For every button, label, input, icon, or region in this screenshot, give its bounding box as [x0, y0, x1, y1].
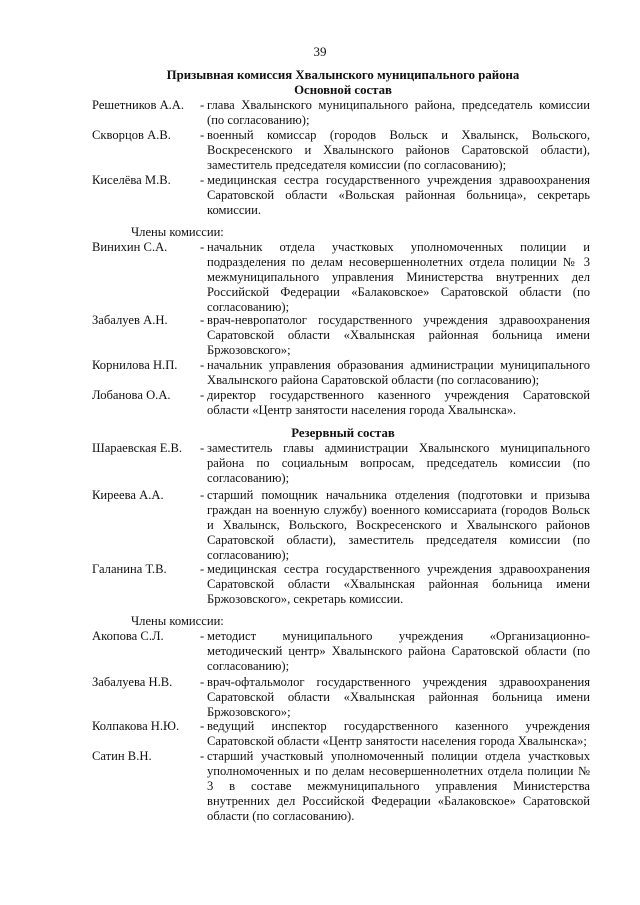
member-name: Забалуева Н.В.: [92, 675, 173, 689]
member-name: Забалуев А.Н.: [92, 313, 168, 327]
dash: -: [200, 441, 205, 455]
members-label: Члены комиссии:: [131, 614, 224, 628]
dash: -: [200, 358, 205, 372]
member-position: ведущий инспектор государственного казенного учреждения Саратовской области «Центр занятости населения города Хвалынска»;: [207, 719, 590, 748]
member-position: глава Хвалынского муниципального района, председатель комиссии (по согласованию);: [207, 98, 590, 127]
dash: -: [200, 388, 205, 402]
member-name: Акопова С.Л.: [92, 629, 164, 643]
dash: -: [200, 562, 205, 576]
dash: -: [200, 629, 205, 643]
member-name: Винихин С.А.: [92, 240, 168, 254]
member-position: начальник отдела участковых уполномоченных полиции и подразделения по делам несовершеннолетних отдела полиции № 3 межмуниципального управления Министерства внутренних дел Российской Федерации «Балаковское» Саратовской области (по согласованию);: [207, 240, 590, 314]
member-name: Сатин В.Н.: [92, 749, 152, 763]
dash: -: [200, 719, 205, 733]
members-label: Члены комиссии:: [131, 225, 224, 239]
dash: -: [200, 240, 205, 254]
member-name: Шараевская Е.В.: [92, 441, 183, 455]
member-name: Галанина Т.В.: [92, 562, 167, 576]
member-position: методист муниципального учреждения «Организационно-методический центр» Хвалынского района Саратовской области (по согласованию);: [207, 629, 590, 673]
member-position: начальник управления образования администрации муниципального Хвалынского района Саратовской области (по согласованию);: [207, 358, 590, 387]
dash: -: [200, 488, 205, 502]
member-position: директор государственного казенного учреждения Саратовской области «Центр занятости населения города Хвалынска».: [207, 388, 590, 417]
member-name: Лобанова О.А.: [92, 388, 171, 402]
member-name: Скворцов А.В.: [92, 128, 171, 142]
member-name: Киселёва М.В.: [92, 173, 171, 187]
member-position: старший участковый уполномоченный полиции отдела участковых уполномоченных и по делам несовершеннолетних отдела полиции № 3 в составе межмуниципального управления Министерства внутренних дел Российской Федерации «Балаковское» Саратовской области (по согласованию).: [207, 749, 590, 823]
member-name: Киреева А.А.: [92, 488, 164, 502]
dash: -: [200, 128, 205, 142]
dash: -: [200, 749, 205, 763]
member-position: военный комиссар (городов Вольск и Хвалынск, Вольского, Воскресенского и Хвалынского районов Саратовской области), заместитель председателя комиссии (по согласованию);: [207, 128, 590, 172]
member-position: заместитель главы администрации Хвалынского муниципального района по социальным вопросам, председатель комиссии (по согласованию);: [207, 441, 590, 485]
member-name: Колпакова Н.Ю.: [92, 719, 180, 733]
member-position: медицинская сестра государственного учреждения здравоохранения Саратовской области «Хвалынская районная больница имени Бржозовского», секретарь комиссии.: [207, 562, 590, 606]
member-position: врач-офтальмолог государственного учреждения здравоохранения Саратовской области «Хвалынская районная больница имени Бржозовского»;: [207, 675, 590, 719]
member-name: Корнилова Н.П.: [92, 358, 178, 372]
member-position: врач-невропатолог государственного учреждения здравоохранения Саратовской области «Хвалынская районная больница имени Бржозовского»;: [207, 313, 590, 357]
dash: -: [200, 313, 205, 327]
member-position: старший помощник начальника отделения (подготовки и призыва граждан на военную службу) военного комиссариата (городов Вольск и Хвалынск, Вольского, Воскресенского и Хвалынского районов Саратовской области), заместитель председателя комиссии (по согласованию);: [207, 488, 590, 562]
member-position: медицинская сестра государственного учреждения здравоохранения Саратовской области «Вольская районная больница», секретарь комиссии.: [207, 173, 590, 217]
member-name: Решетников А.А.: [92, 98, 185, 112]
main-composition-heading: Основной состав: [294, 83, 392, 97]
page-number: 39: [313, 44, 327, 59]
dash: -: [200, 98, 205, 112]
commission-title: Призывная комиссия Хвалынского муниципального района: [166, 68, 520, 82]
dash: -: [200, 173, 205, 187]
reserve-composition-heading: Резервный состав: [291, 426, 395, 440]
dash: -: [200, 675, 205, 689]
